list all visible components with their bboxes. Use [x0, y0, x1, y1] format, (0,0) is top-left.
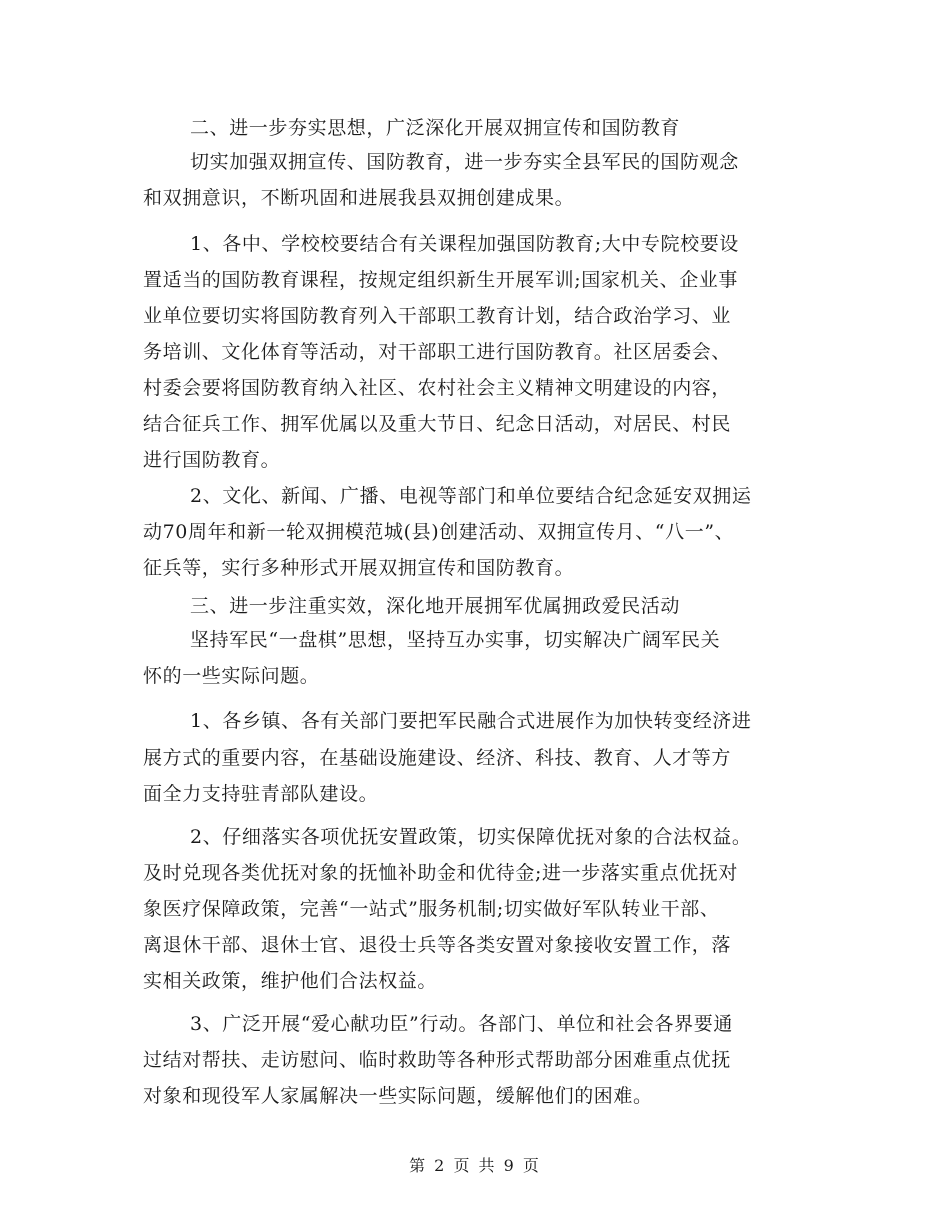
paragraph-line: 2、文化、新闻、广播、电视等部门和单位要结合纪念延安双拥运	[190, 485, 752, 507]
paragraph-line: 置适当的国防教育课程，按规定组织新生开展军训;国家机关、企业事	[143, 269, 739, 291]
paragraph-line: 实相关政策，维护他们合法权益。	[143, 970, 438, 992]
paragraph-line: 征兵等，实行多种形式开展双拥宣传和国防教育。	[143, 557, 575, 579]
section-heading-3: 三、进一步注重实效，深化地开展拥军优属拥政爱民活动	[190, 595, 681, 617]
paragraph-line: 结合征兵工作、拥军优属以及重大节日、纪念日活动，对居民、村民	[143, 413, 732, 435]
paragraph-line: 怀的一些实际问题。	[143, 665, 320, 687]
paragraph-line: 3、广泛开展“爱心献功臣”行动。各部门、单位和社会各界要通	[190, 1013, 733, 1035]
paragraph-line: 业单位要切实将国防教育列入干部职工教育计划，结合政治学习、业	[143, 305, 732, 327]
paragraph-line: 动70周年和新一轮双拥模范城(县)创建活动、双拥宣传月、“八一”、	[143, 521, 735, 543]
paragraph-line: 过结对帮扶、走访慰问、临时救助等各种形式帮助部分困难重点优抚	[143, 1049, 732, 1071]
paragraph-line: 进行国防教育。	[143, 449, 281, 471]
paragraph-line: 切实加强双拥宣传、国防教育，进一步夯实全县军民的国防观念	[190, 151, 739, 173]
paragraph-line: 村委会要将国防教育纳入社区、农村社会主义精神文明建设的内容，	[143, 377, 732, 399]
paragraph-line: 2、仔细落实各项优抚安置政策，切实保障优抚对象的合法权益。	[190, 826, 752, 848]
paragraph-line: 坚持军民“一盘棋”思想，坚持互办实事，切实解决广阔军民关	[190, 629, 721, 651]
paragraph-line: 及时兑现各类优抚对象的抚恤补助金和优待金;进一步落实重点优抚对	[143, 862, 739, 884]
paragraph-line: 1、各乡镇、各有关部门要把军民融合式进展作为加快转变经济进	[190, 710, 752, 732]
paragraph-line: 对象和现役军人家属解决一些实际问题，缓解他们的困难。	[143, 1085, 653, 1107]
paragraph-line: 展方式的重要内容，在基础设施建设、经济、科技、教育、人才等方	[143, 747, 732, 769]
section-heading-2: 二、进一步夯实思想，广泛深化开展双拥宣传和国防教育	[190, 117, 681, 139]
paragraph-line: 务培训、文化体育等活动，对干部职工进行国防教育。社区居委会、	[143, 341, 732, 363]
paragraph-line: 1、各中、学校校要结合有关课程加强国防教育;大中专院校要设	[190, 233, 739, 255]
page-number-footer: 第 2 页 共 9 页	[409, 1156, 541, 1175]
paragraph-line: 面全力支持驻青部队建设。	[143, 783, 379, 805]
paragraph-line: 象医疗保障政策，完善“一站式”服务机制;切实做好军队转业干部、	[143, 898, 720, 920]
paragraph-line: 和双拥意识，不断巩固和进展我县双拥创建成果。	[143, 187, 575, 209]
paragraph-line: 离退休干部、退休士官、退役士兵等各类安置对象接收安置工作，落	[143, 934, 732, 956]
